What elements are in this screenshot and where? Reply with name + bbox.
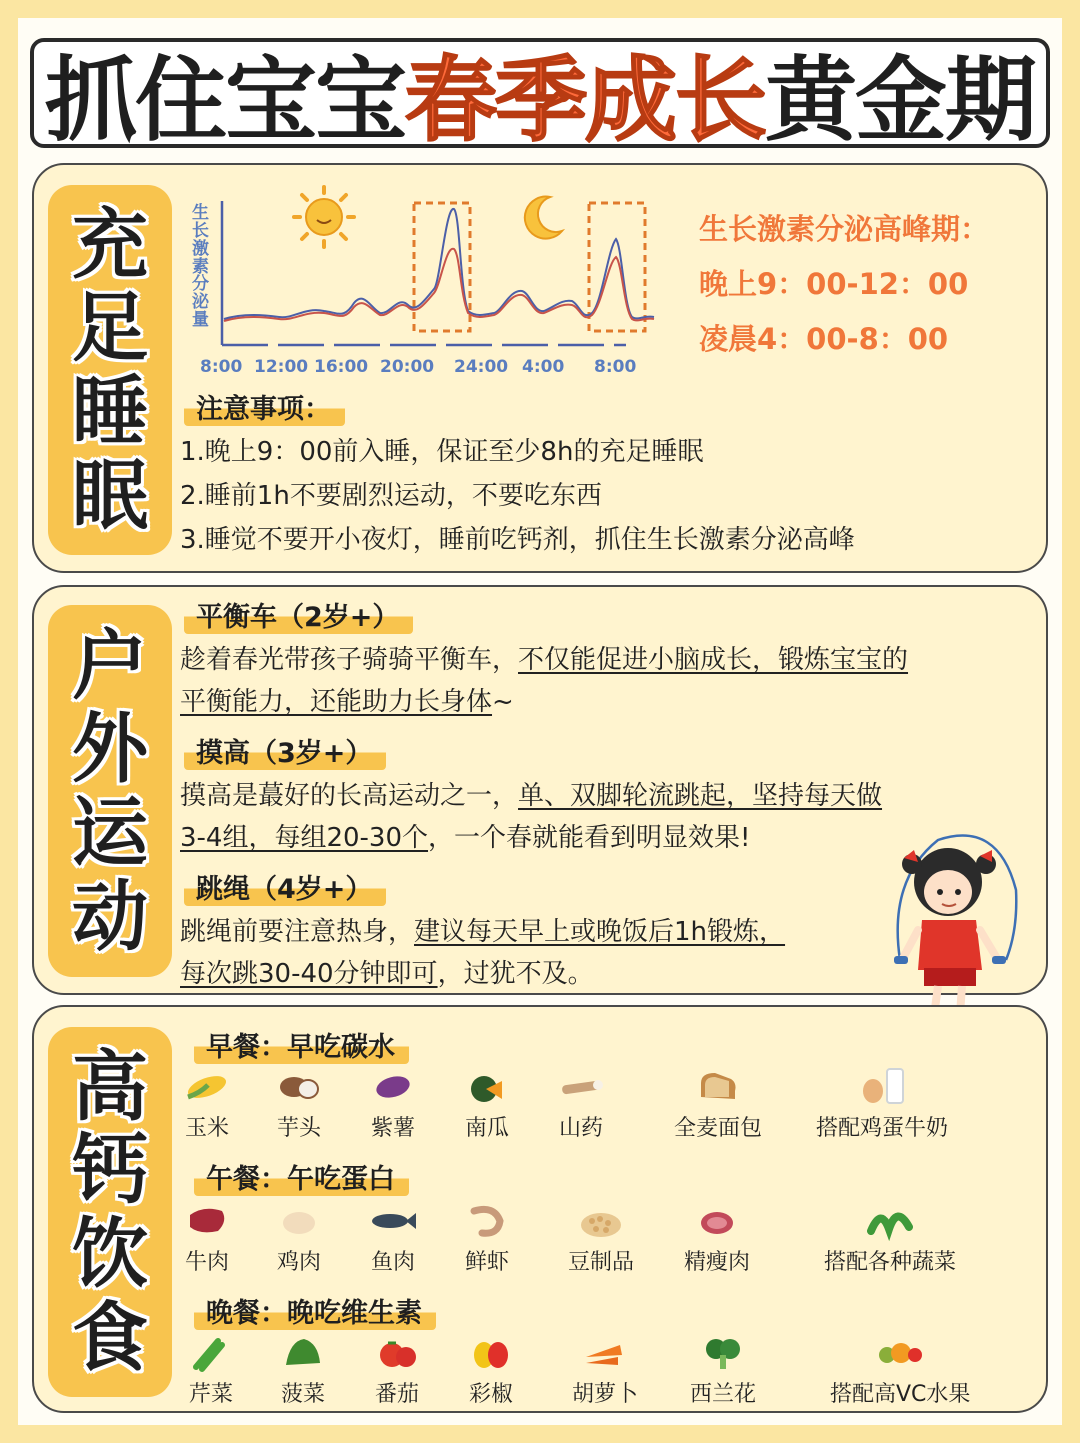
pumpkin-icon [464, 1067, 510, 1107]
shrimp-icon [464, 1201, 510, 1241]
food-item: 芹菜 [188, 1333, 234, 1408]
side-char: 钙 [72, 1125, 148, 1215]
fish-icon [370, 1201, 416, 1241]
bread-icon [695, 1067, 741, 1107]
note-item: 3.睡觉不要开小夜灯，睡前吃钙剂，抓住生长激素分泌高峰 [180, 525, 855, 555]
food-item: 南瓜 [464, 1067, 510, 1142]
activity-heading: 跳绳（4岁+） [184, 867, 386, 906]
side-char: 食 [72, 1292, 148, 1382]
bell-pepper-icon [468, 1333, 514, 1373]
food-item: 西兰花 [690, 1333, 756, 1408]
food-item: 紫薯 [370, 1067, 416, 1142]
note-item: 1.晚上9：00前入睡，保证至少8h的充足睡眠 [180, 437, 704, 467]
food-item: 鱼肉 [370, 1201, 416, 1276]
food-item: 玉米 [184, 1067, 230, 1142]
carrot-icon [582, 1333, 628, 1373]
peak-time-morning: 凌晨4：00-8：00 [699, 322, 949, 356]
food-item: 菠菜 [280, 1333, 326, 1408]
meal-heading-lunch: 午餐：午吃蛋白 [194, 1157, 409, 1196]
celery-icon [188, 1333, 234, 1373]
activity-text: 3-4组，每组20-30个，一个春就能看到明显效果! [180, 823, 751, 853]
side-char: 户 [72, 620, 148, 710]
x-tick: 12:00 [254, 357, 309, 377]
corn-icon [184, 1067, 230, 1107]
peak-box-morning [589, 203, 645, 331]
outdoor-side-label [48, 605, 172, 977]
beef-icon [184, 1201, 230, 1241]
activity-text: 平衡能力，还能助力长身体~ [180, 687, 514, 717]
purple-sweet-potato-icon [370, 1067, 416, 1107]
title-part3: 黄金期 [765, 47, 1036, 148]
spinach-icon [280, 1333, 326, 1373]
chart-svg [184, 179, 664, 379]
title-part2: 春季成长 [404, 47, 765, 148]
page-title [30, 38, 1050, 148]
food-item: 牛肉 [184, 1201, 230, 1276]
side-char: 充 [72, 199, 148, 289]
food-item: 番茄 [374, 1333, 420, 1408]
activity-text: 趁着春光带孩子骑骑平衡车，不仅能促进小脑成长，锻炼宝宝的 [180, 645, 909, 675]
side-char: 运 [72, 788, 148, 877]
side-char: 睡 [72, 367, 148, 456]
food-item: 鲜虾 [464, 1201, 510, 1276]
food-item: 豆制品 [568, 1201, 634, 1276]
vegetables-icon [867, 1201, 913, 1241]
dinner-foods [184, 1333, 1004, 1413]
x-tick: 20:00 [380, 357, 435, 377]
food-item: 胡萝卜 [572, 1333, 638, 1408]
meal-heading-dinner: 晚餐：晚吃维生素 [194, 1291, 436, 1330]
food-item: 搭配高VC水果 [830, 1333, 970, 1408]
note-item: 2.睡前1h不要剧烈运动，不要吃东西 [180, 481, 602, 511]
growth-hormone-chart [184, 179, 664, 379]
tomato-icon [374, 1333, 420, 1373]
chicken-icon [276, 1201, 322, 1241]
taro-icon [276, 1067, 322, 1107]
food-item: 山药 [558, 1067, 604, 1142]
side-char: 眠 [72, 450, 148, 540]
activity-heading: 摸高（3岁+） [184, 731, 386, 770]
fruits-icon [877, 1333, 923, 1373]
title-part1: 抓住宝宝 [44, 47, 405, 148]
meal-heading-breakfast: 早餐：早吃碳水 [194, 1025, 409, 1064]
egg-milk-icon [859, 1067, 905, 1107]
y-axis-label: 生长激素分泌量 [192, 203, 209, 331]
x-tick: 16:00 [314, 357, 369, 377]
sleep-card [32, 163, 1048, 573]
soybean-icon [578, 1201, 624, 1241]
side-char: 足 [72, 283, 148, 373]
x-tick: 24:00 [454, 357, 509, 377]
activity-text: 每次跳30-40分钟即可，过犹不及。 [180, 959, 594, 989]
peak-time-evening: 晚上9：00-12：00 [699, 267, 969, 301]
side-char: 外 [72, 704, 148, 794]
food-item: 芋头 [276, 1067, 322, 1142]
x-tick: 4:00 [522, 357, 565, 377]
side-char: 高 [72, 1041, 148, 1131]
broccoli-icon [700, 1333, 746, 1373]
x-tick: 8:00 [200, 357, 243, 377]
activity-heading: 平衡车（2岁+） [184, 595, 413, 634]
notes-heading: 注意事项： [184, 387, 345, 426]
food-item: 全麦面包 [674, 1067, 762, 1142]
series-a-line [224, 249, 654, 321]
food-item: 搭配鸡蛋牛奶 [816, 1067, 948, 1142]
yam-icon [558, 1067, 604, 1107]
food-item: 彩椒 [468, 1333, 514, 1408]
diet-side-label [48, 1027, 172, 1397]
side-char: 饮 [72, 1209, 148, 1298]
moon-icon [525, 197, 562, 239]
side-char: 动 [72, 871, 148, 961]
activity-text: 摸高是蕞好的长高运动之一，单、双脚轮流跳起，坚持每天做 [180, 781, 883, 811]
lunch-foods [184, 1201, 1004, 1281]
food-item: 鸡肉 [276, 1201, 322, 1276]
x-tick: 8:00 [594, 357, 637, 377]
diet-card [32, 1005, 1048, 1413]
sun-icon [294, 187, 354, 247]
breakfast-foods [184, 1067, 1004, 1147]
food-item: 精瘦肉 [684, 1201, 750, 1276]
lean-meat-icon [694, 1201, 740, 1241]
sleep-side-label [48, 185, 172, 555]
activity-text: 跳绳前要注意热身，建议每天早上或晚饭后1h锻炼， [180, 917, 786, 947]
peak-title: 生长激素分泌高峰期： [699, 212, 990, 246]
food-item: 搭配各种蔬菜 [824, 1201, 956, 1276]
